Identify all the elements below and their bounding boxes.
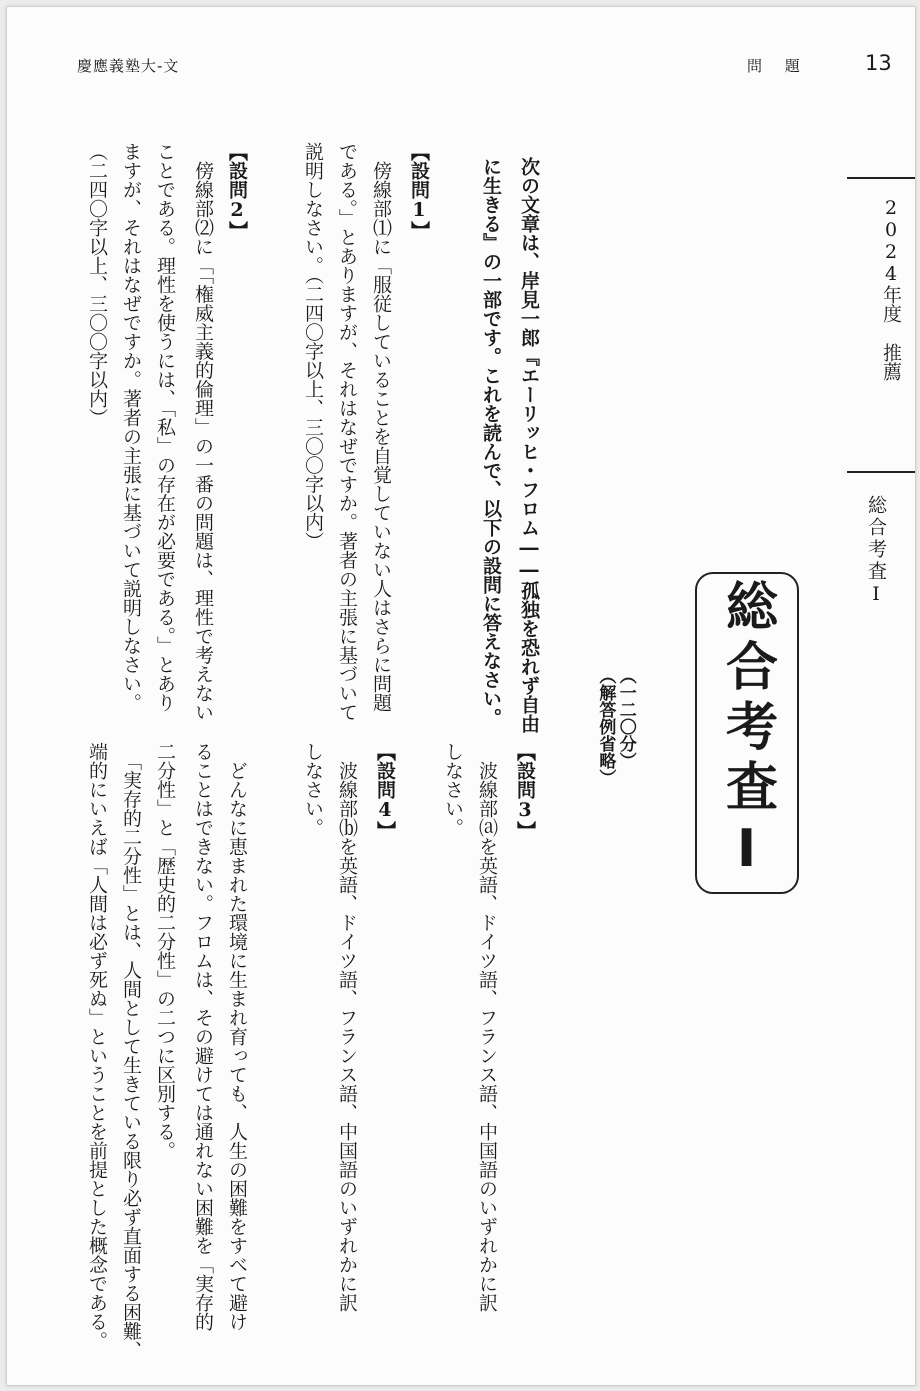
title-box — [695, 572, 799, 894]
side-year-suffix: 年度 — [880, 285, 902, 323]
side-subject: 総合考査Ⅰ — [865, 495, 887, 608]
page-title: 総合考査Ⅰ — [716, 579, 777, 887]
question-column: しなさい。 — [302, 742, 324, 837]
question-column: 【設問3】 — [514, 742, 536, 840]
header-school: 慶應義塾大-文 — [77, 57, 180, 75]
side-year-block — [859, 197, 905, 381]
time-note — [595, 667, 636, 786]
passage-column: 「実存的二分性」とは、人間として生きている限り必ず直面する困難、 — [120, 742, 142, 1360]
question-column: 説明しなさい。（二四〇字以上、三〇〇字以内） — [302, 142, 324, 551]
side-rule-top — [847, 177, 915, 179]
time-limit: （一二〇分） — [615, 667, 636, 769]
page-sheet — [6, 6, 916, 1386]
question-column: 波線部⒜を英語、ドイツ語、フランス語、中国語のいずれかに訳 — [476, 742, 498, 1312]
side-rule-middle — [847, 471, 915, 473]
question-column: 【設問4】 — [374, 742, 396, 840]
question-column: 波線部⒝を英語、ドイツ語、フランス語、中国語のいずれかに訳 — [336, 742, 358, 1312]
intro-column: 次の文章は、岸見一郎『エーリッヒ・フロム――孤独を恐れず自由 — [518, 157, 540, 733]
question-column: 【設問1】 — [408, 142, 430, 240]
passage-column: 二分性」と「歴史的二分性」の二つに区別する。 — [154, 742, 176, 1160]
question-column: 【設問2】 — [226, 142, 248, 240]
answer-note: （解答例省略） — [595, 667, 616, 786]
question-column: 傍線部⑴に「服従していることを自覚していない人はさらに問題 — [370, 142, 392, 712]
side-year: 2024 — [880, 197, 902, 285]
question-column: しなさい。 — [442, 742, 464, 837]
question-column: である。」とありますが、それはなぜですか。著者の主張に基づいて — [336, 142, 358, 722]
question-column: ますが、それはなぜですか。著者の主張に基づいて説明しなさい。 — [120, 142, 142, 712]
question-column: （二四〇字以上、三〇〇字以内） — [86, 142, 108, 427]
header-section: 問 題 — [747, 57, 809, 75]
passage-column: 端的にいえば「人間は必ず死ぬ」ということを前提とした概念である。 — [86, 742, 108, 1350]
side-exam-type: 推薦 — [880, 343, 902, 381]
passage-column: ることはできない。フロムは、その避けては通れない困難を「実存的 — [192, 742, 214, 1331]
question-column: ことである。理性を使うには、「私」の存在が必要である。」とあり — [154, 142, 176, 712]
intro-column: に生きる』の一部です。これを読んで、以下の設問に答えなさい。 — [480, 157, 502, 727]
page-number: 13 — [865, 51, 892, 75]
question-column: 傍線部⑵に「「権威主義的倫理」の一番の問題は、理性で考えない — [192, 142, 214, 722]
passage-column: どんなに恵まれた環境に生まれ育っても、人生の困難をすべて避け — [226, 742, 248, 1331]
